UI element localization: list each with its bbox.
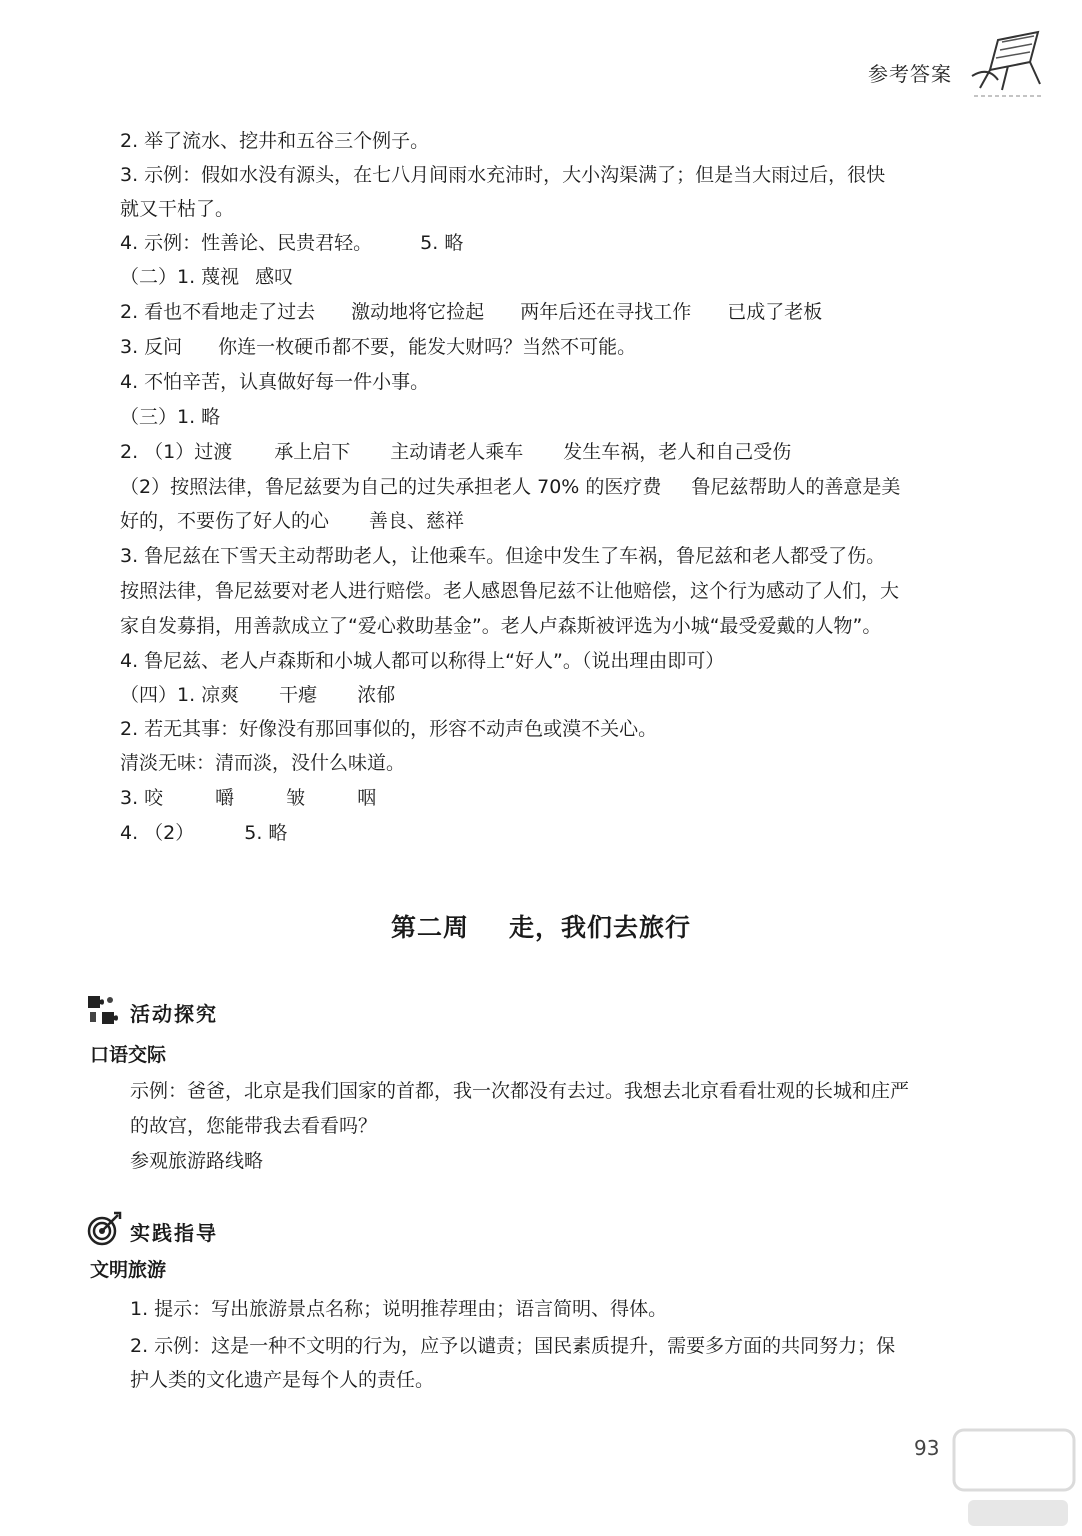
answer-line: 清淡无味：清而淡，没什么味道。 — [120, 752, 406, 774]
answer-line — [120, 682, 960, 708]
lounge-chair-icon — [968, 26, 1050, 104]
practice-line: 2. 示例：这是一种不文明的行为，应予以谴责；国民素质提升，需要多方面的共同努力；保 — [130, 1335, 896, 1357]
answer-text: 你连一枚硬币都不要，能发大财吗？当然不可能。 — [218, 336, 637, 358]
answer-text: 3. 反问 — [120, 336, 183, 358]
answer-text: 3. 咬 — [120, 787, 164, 809]
activity-heading-label: 活动探究 — [130, 1002, 218, 1026]
answer-text: 咽 — [357, 787, 377, 809]
answer-line: 4. 不怕辛苦，认真做好每一件小事。 — [120, 371, 430, 393]
answer-line — [120, 785, 960, 811]
answer-line — [120, 264, 960, 290]
answer-text: 鲁尼兹帮助人的善意是美 — [691, 476, 901, 498]
answer-line — [120, 299, 960, 325]
watermark-logo — [948, 1420, 1082, 1536]
answer-line: 2. 若无其事：好像没有那回事似的，形容不动声色或漠不关心。 — [120, 718, 658, 740]
answer-text: 两年后还在寻找工作 — [520, 301, 692, 323]
answer-line — [120, 474, 960, 500]
answer-text: 皱 — [286, 787, 306, 809]
answer-line — [120, 334, 960, 360]
practice-subheading: 文明旅游 — [90, 1259, 167, 1281]
answer-text: 已成了老板 — [727, 301, 823, 323]
section-title-topic: 走，我们去旅行 — [509, 913, 692, 942]
answer-text: （二）1. 蔑视 — [120, 266, 240, 288]
answer-text: 好的，不要伤了好人的心 — [120, 510, 330, 532]
target-icon — [86, 1211, 122, 1247]
answer-line: 按照法律，鲁尼兹要对老人进行赔偿。老人感恩鲁尼兹不让他赔偿，这个行为感动了人们，大 — [120, 580, 900, 602]
answer-text: 2. （1）过渡 — [120, 441, 233, 463]
answer-text: 浓郁 — [357, 684, 396, 706]
activity-subheading: 口语交际 — [90, 1044, 167, 1066]
answer-text: 2. 看也不看地走了过去 — [120, 301, 316, 323]
practice-heading-label: 实践指导 — [130, 1221, 218, 1245]
answer-text: 5. 略 — [420, 232, 464, 254]
section-title — [0, 908, 1082, 944]
practice-line: 护人类的文化遗产是每个人的责任。 — [130, 1369, 435, 1391]
answer-text: 主动请老人乘车 — [390, 441, 524, 463]
answer-text: 感叹 — [255, 266, 294, 288]
answer-line: 2. 举了流水、挖井和五谷三个例子。 — [120, 130, 430, 152]
answer-line — [120, 820, 960, 846]
puzzle-icon — [86, 992, 122, 1028]
answer-text: 干瘪 — [279, 684, 318, 706]
answer-text: （四）1. 凉爽 — [120, 684, 240, 706]
answer-text: 承上启下 — [274, 441, 351, 463]
answer-line: （三）1. 略 — [120, 406, 221, 428]
activity-line: 示例：爸爸，北京是我们国家的首都，我一次都没有去过。我想去北京看看壮观的长城和庄严 — [130, 1080, 910, 1102]
answer-text: 嚼 — [215, 787, 235, 809]
answer-line — [120, 508, 960, 534]
answer-text: 5. 略 — [244, 822, 288, 844]
page-number: 93 — [914, 1436, 940, 1460]
activity-line: 参观旅游路线略 — [130, 1150, 264, 1172]
answer-line: 4. 鲁尼兹、老人卢森斯和小城人都可以称得上“好人”。（说出理由即可） — [120, 650, 725, 672]
answer-text: （2）按照法律，鲁尼兹要为自己的过失承担老人 70% 的医疗费 — [120, 476, 662, 498]
activity-line: 的故宫，您能带我去看看吗？ — [130, 1115, 378, 1137]
answer-text: 4. （2） — [120, 822, 195, 844]
page-header-title: 参考答案 — [868, 62, 952, 86]
answer-text: 4. 示例：性善论、民贵君轻。 — [120, 232, 373, 254]
answer-line: 就又干枯了。 — [120, 198, 235, 220]
section-title-week: 第二周 — [390, 913, 469, 942]
answer-text: 善良、慈祥 — [369, 510, 465, 532]
answer-text: 发生车祸，老人和自己受伤 — [563, 441, 792, 463]
practice-line: 1. 提示：写出旅游景点名称；说明推荐理由；语言简明、得体。 — [130, 1298, 668, 1320]
answer-line — [120, 439, 960, 465]
answer-text: 激动地将它捡起 — [351, 301, 485, 323]
answer-line — [120, 230, 960, 256]
answer-line: 3. 鲁尼兹在下雪天主动帮助老人，让他乘车。但途中发生了车祸，鲁尼兹和老人都受了伤。 — [120, 545, 886, 567]
answer-line: 3. 示例：假如水没有源头，在七八月间雨水充沛时，大小沟渠满了；但是当大雨过后，很快 — [120, 164, 886, 186]
answer-line: 家自发募捐，用善款成立了“爱心救助基金”。老人卢森斯被评选为小城“最受爱戴的人物”。 — [120, 615, 882, 637]
